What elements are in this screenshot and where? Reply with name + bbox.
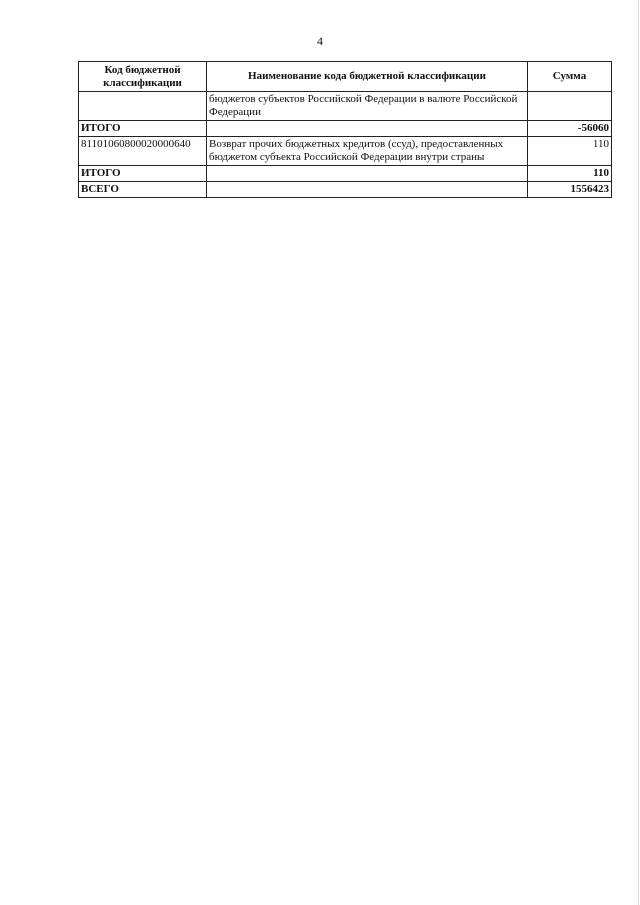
header-row bbox=[79, 62, 612, 92]
cell-name: Возврат прочих бюджетных кредитов (ссуд), предоставленных бюджетом субъекта Российской Федерации внутри страны bbox=[207, 137, 528, 166]
cell-code: ИТОГО bbox=[79, 121, 207, 137]
cell-name bbox=[207, 166, 528, 182]
cell-name bbox=[207, 182, 528, 198]
header-code: Код бюджетной классификации bbox=[79, 62, 207, 92]
table-header bbox=[79, 62, 612, 92]
cell-name: бюджетов субъектов Российской Федерации в валюте Российской Федерации bbox=[207, 92, 528, 121]
cell-code: ВСЕГО bbox=[79, 182, 207, 198]
cell-sum: 110 bbox=[528, 137, 612, 166]
table-row-grand-total bbox=[79, 182, 612, 198]
cell-code bbox=[79, 92, 207, 121]
page-number: 4 bbox=[317, 34, 323, 48]
table-body bbox=[79, 92, 612, 198]
table-row-total bbox=[79, 121, 612, 137]
cell-sum: 110 bbox=[528, 166, 612, 182]
cell-name bbox=[207, 121, 528, 137]
table-row bbox=[79, 92, 612, 121]
header-sum: Сумма bbox=[528, 62, 612, 92]
cell-sum: -56060 bbox=[528, 121, 612, 137]
cell-sum: 1556423 bbox=[528, 182, 612, 198]
header-name: Наименование кода бюджетной классификации bbox=[207, 62, 528, 92]
budget-classification-table bbox=[78, 61, 612, 198]
table-row bbox=[79, 137, 612, 166]
table-row-total bbox=[79, 166, 612, 182]
scan-edge bbox=[638, 0, 639, 905]
cell-sum bbox=[528, 92, 612, 121]
cell-code: 81101060800020000640 bbox=[79, 137, 207, 166]
cell-code: ИТОГО bbox=[79, 166, 207, 182]
